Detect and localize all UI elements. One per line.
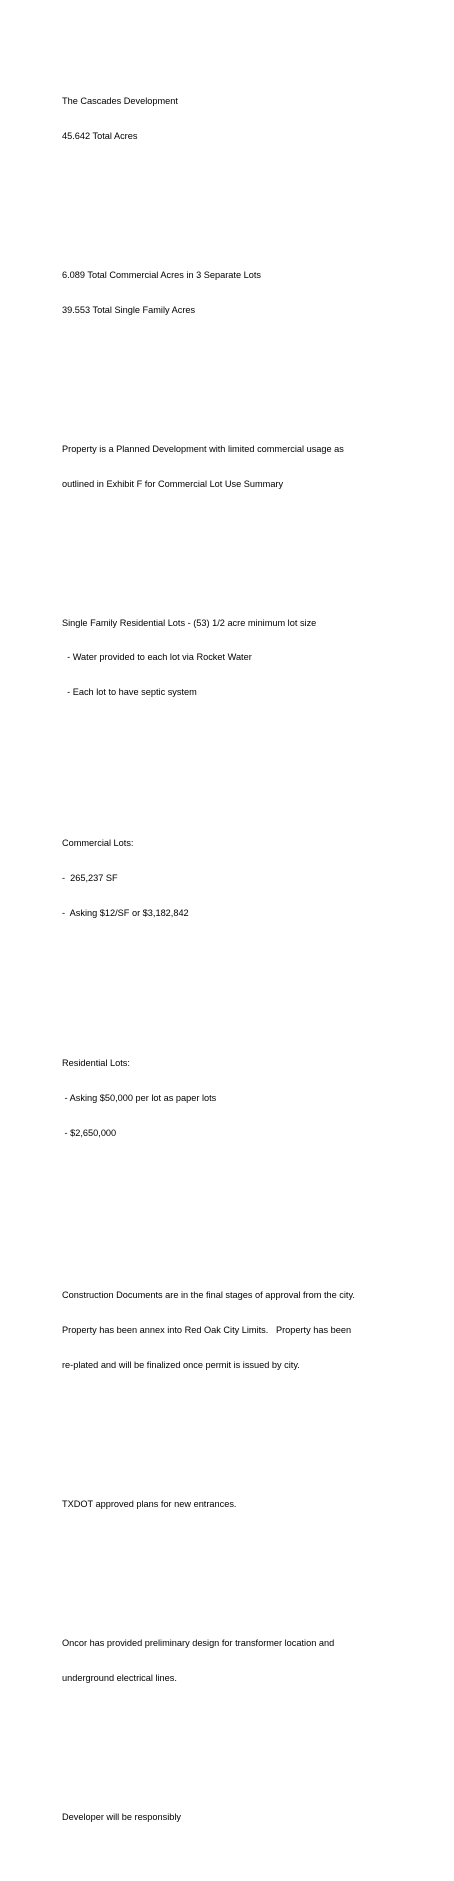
construction-line-1: Construction Documents are in the final stages of approval from the city. bbox=[62, 1290, 355, 1301]
single-family-lots-heading: Single Family Residential Lots - (53) 1/2 acre minimum lot size bbox=[62, 617, 317, 628]
commercial-lots-item-sf: - 265,237 SF bbox=[62, 872, 118, 883]
single-family-lots-item-septic: - Each lot to have septic system bbox=[62, 687, 197, 698]
spacer bbox=[62, 977, 392, 1000]
txdot-line-1: TXDOT approved plans for new entrances. bbox=[62, 1498, 237, 1509]
construction-line-3: re-plated and will be finalized once permit is issued by city. bbox=[62, 1359, 300, 1370]
commercial-lots-heading: Commercial Lots: bbox=[62, 837, 134, 848]
single-family-acres: 39.553 Total Single Family Acres bbox=[62, 304, 196, 315]
planned-development-line-2: outlined in Exhibit F for Commercial Lot Use Summary bbox=[62, 478, 284, 489]
total-acres: 45.642 Total Acres bbox=[62, 130, 138, 141]
oncor-line-2: underground electrical lines. bbox=[62, 1672, 177, 1683]
developer-section bbox=[62, 1789, 392, 1847]
development-title: The Cascades Development bbox=[62, 95, 178, 106]
spacer bbox=[62, 548, 392, 560]
construction-section bbox=[62, 1267, 392, 1395]
oncor-section bbox=[62, 1615, 392, 1708]
commercial-lots-section bbox=[62, 815, 392, 943]
construction-line-2: Property has been annex into Red Oak City Limits. Property has been bbox=[62, 1324, 352, 1335]
single-family-lots-section bbox=[62, 595, 392, 723]
spacer bbox=[62, 374, 392, 386]
residential-lots-heading: Residential Lots: bbox=[62, 1058, 130, 1069]
oncor-line-1: Oncor has provided preliminary design for transformer location and bbox=[62, 1637, 335, 1648]
spacer bbox=[62, 1568, 392, 1580]
residential-lots-item-asking: - Asking $50,000 per lot as paper lots bbox=[62, 1093, 217, 1104]
planned-development-line-1: Property is a Planned Development with limited commercial usage as bbox=[62, 443, 344, 454]
commercial-lots-item-asking: - Asking $12/SF or $3,182,842 bbox=[62, 907, 189, 918]
planned-development-section bbox=[62, 421, 392, 514]
developer-line-1: Developer will be responsibly bbox=[62, 1811, 181, 1822]
spacer bbox=[62, 1429, 392, 1441]
spacer bbox=[62, 1197, 392, 1232]
commercial-acres: 6.089 Total Commercial Acres in 3 Separate Lots bbox=[62, 269, 261, 280]
single-family-lots-item-water: - Water provided to each lot via Rocket Water bbox=[62, 652, 252, 663]
header-section bbox=[62, 73, 392, 166]
spacer bbox=[62, 757, 392, 780]
acreage-section bbox=[62, 247, 392, 340]
txdot-section bbox=[62, 1476, 392, 1534]
spacer bbox=[62, 1742, 392, 1754]
residential-lots-section bbox=[62, 1035, 392, 1163]
spacer bbox=[62, 200, 392, 212]
residential-lots-item-total: - $2,650,000 bbox=[62, 1127, 117, 1138]
document-body bbox=[62, 38, 392, 1881]
